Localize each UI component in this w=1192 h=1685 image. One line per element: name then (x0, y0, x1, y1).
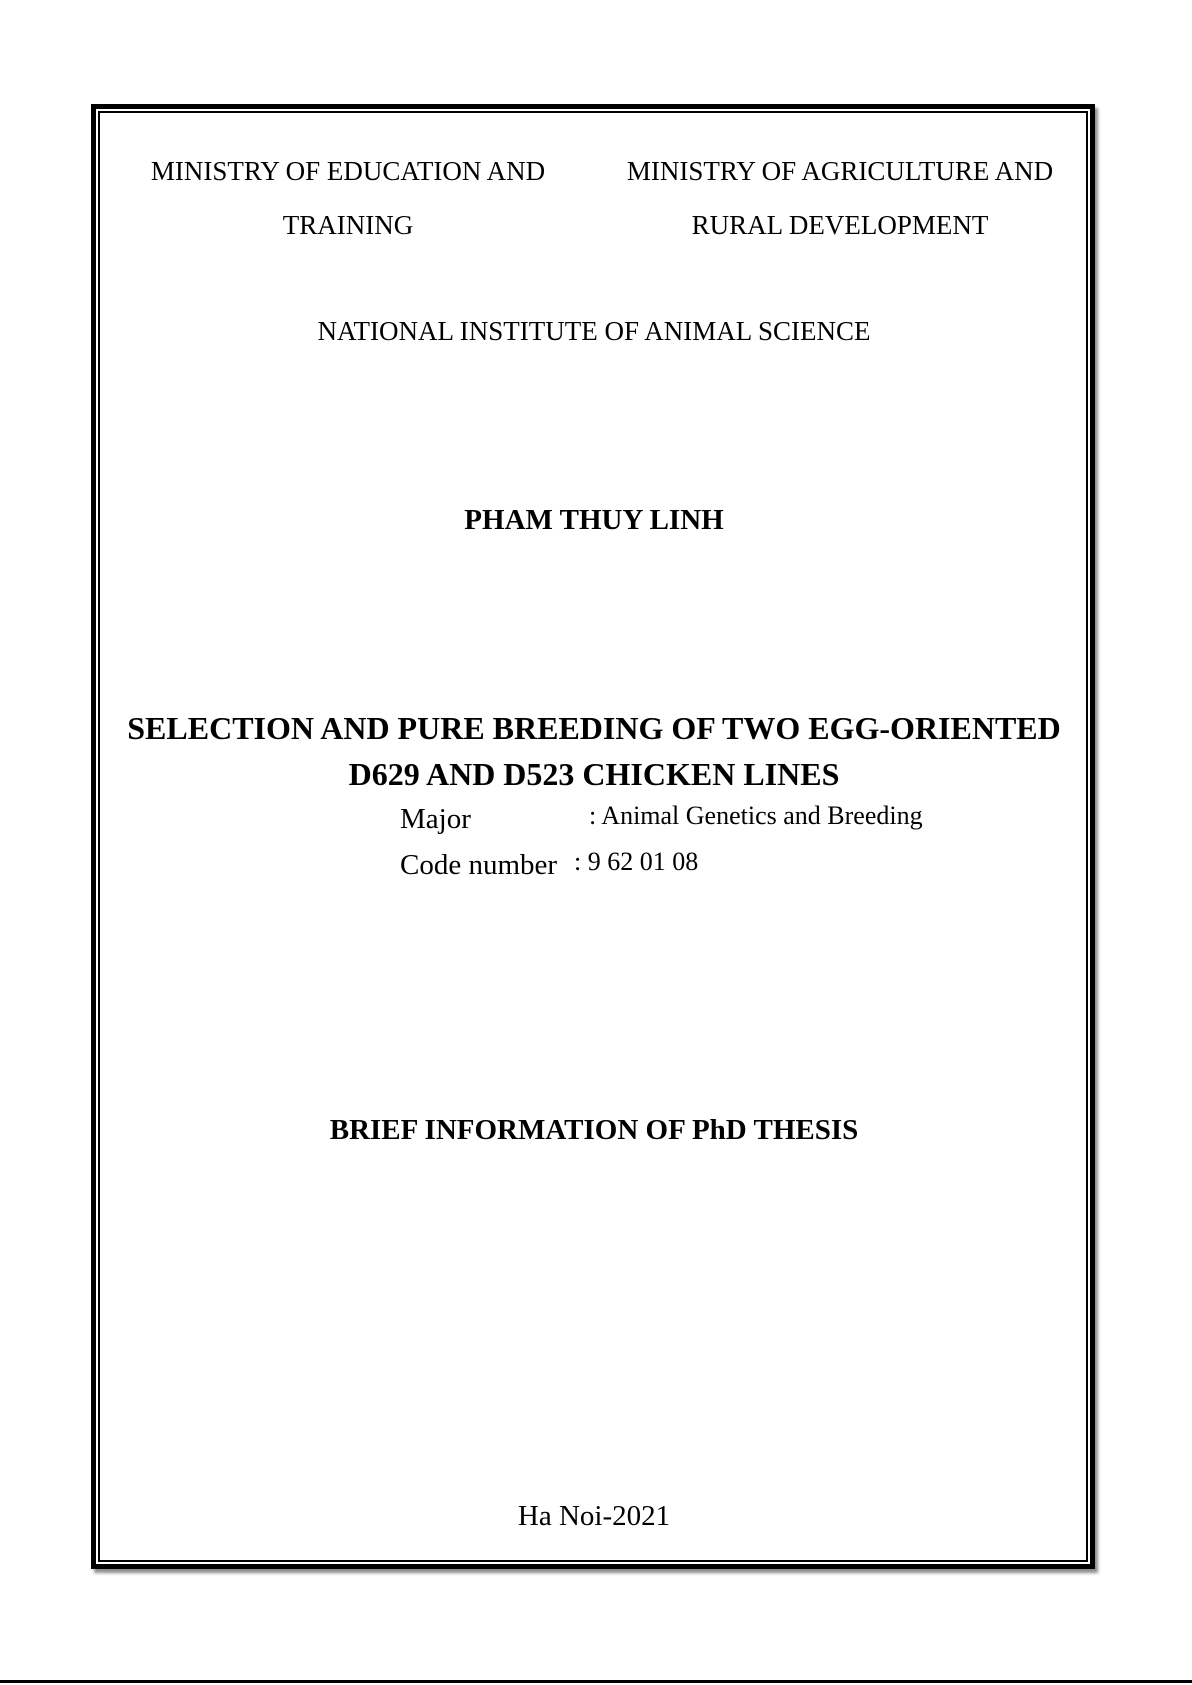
code-number-label: Code number (400, 849, 558, 881)
institute-name: NATIONAL INSTITUTE OF ANIMAL SCIENCE (317, 316, 871, 346)
thesis-title-line-2: D629 AND D523 CHICKEN LINES (348, 756, 840, 792)
thesis-title-line-1: SELECTION AND PURE BREEDING OF TWO EGG-ORIENTED (127, 710, 1061, 746)
left-ministry-line-1: MINISTRY OF EDUCATION AND (150, 156, 546, 186)
bottom-edge-rule (0, 1680, 1192, 1683)
right-ministry-line-2: RURAL DEVELOPMENT (691, 210, 989, 240)
author-name: PHAM THUY LINH (464, 504, 724, 536)
left-ministry-line-2: TRAINING (282, 210, 414, 240)
code-number-value: : 9 62 01 08 (574, 847, 699, 876)
major-label: Major (400, 803, 471, 835)
major-value: : Animal Genetics and Breeding (589, 801, 923, 830)
document-type: BRIEF INFORMATION OF PhD THESIS (329, 1114, 859, 1146)
place-year: Ha Noi-2021 (517, 1500, 671, 1532)
right-ministry-line-1: MINISTRY OF AGRICULTURE AND (626, 156, 1054, 186)
